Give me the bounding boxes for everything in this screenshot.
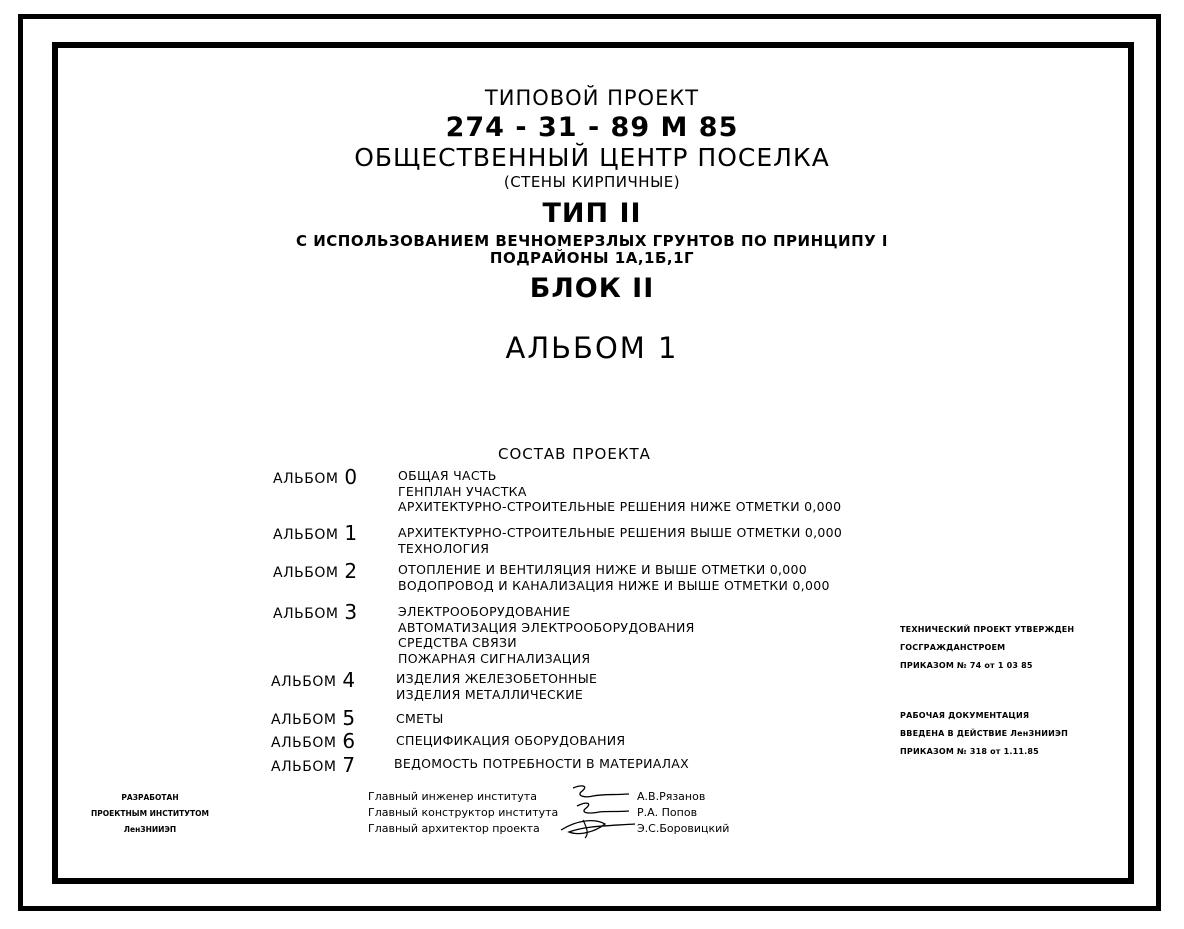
album-number: 2 (344, 559, 358, 583)
album-items (398, 604, 695, 666)
list-item: ПОЖАРНАЯ СИГНАЛИЗАЦИЯ (398, 650, 591, 666)
album-number: 3 (344, 600, 358, 624)
walls-note: (СТЕНЫ КИРПИЧНЫЕ) (503, 173, 681, 191)
list-item: АВТОМАТИЗАЦИЯ ЭЛЕКТРООБОРУДОВАНИЯ (398, 619, 695, 635)
list-item: СРЕДСТВА СВЯЗИ (398, 635, 517, 650)
project-name: ОБЩЕСТВЕННЫЙ ЦЕНТР ПОСЕЛКА (354, 143, 830, 172)
technical-approval: ТЕХНИЧЕСКИЙ ПРОЕКТ УТВЕРЖДЕН ГОСГРАЖДАНСТРОЕМ ПРИКАЗОМ № 74 от 1 03 85 (900, 625, 1075, 670)
type-label: ТИП II (542, 198, 642, 229)
composition-title: СОСТАВ ПРОЕКТА (498, 445, 651, 463)
album-items (396, 671, 597, 702)
list-item: ГЕНПЛАН УЧАСТКА (398, 483, 527, 499)
album-number: 4 (342, 668, 356, 692)
list-item: ОТОПЛЕНИЕ И ВЕНТИЛЯЦИЯ НИЖЕ И ВЫШЕ ОТМЕТКИ 0,000 (398, 562, 808, 577)
list-item: ИЗДЕЛИЯ ЖЕЛЕЗОБЕТОННЫЕ (396, 671, 598, 686)
list-item: ВЕДОМОСТЬ ПОТРЕБНОСТИ В МАТЕРИАЛАХ (394, 756, 689, 771)
album-label: АЛЬБОМ 6 (271, 729, 356, 753)
album-items (396, 711, 444, 727)
type-project-label: ТИПОВОЙ ПРОЕКТ (484, 86, 700, 110)
album-label: АЛЬБОМ 4 (271, 668, 356, 692)
working-approval: РАБОЧАЯ ДОКУМЕНТАЦИЯ ВВЕДЕНА В ДЕЙСТВИЕ ЛенЗНИИЭП ПРИКАЗОМ № 318 от 1.11.85 (900, 711, 1068, 756)
list-item: АРХИТЕКТУРНО-СТРОИТЕЛЬНЫЕ РЕШЕНИЯ ВЫШЕ ОТМЕТКИ 0,000 (398, 525, 843, 540)
signature-names: А.В.Рязанов Р.А. Попов Э.С.Боровицкий (637, 790, 730, 835)
developer-note: РАЗРАБОТАН ПРОЕКТНЫМ ИНСТИТУТОМ ЛенЗНИИЭП (91, 793, 209, 834)
album-number: 5 (342, 706, 356, 730)
album-label: АЛЬБОМ 1 (273, 521, 358, 545)
album-number: 1 (344, 521, 358, 545)
handwritten-signatures (555, 782, 645, 842)
album-items (398, 562, 830, 593)
album-label: АЛЬБОМ 3 (273, 600, 358, 624)
list-item: ВОДОПРОВОД И КАНАЛИЗАЦИЯ НИЖЕ И ВЫШЕ ОТМЕТКИ 0,000 (398, 577, 830, 593)
list-item: ОБЩАЯ ЧАСТЬ (398, 468, 497, 483)
album-number: 6 (342, 729, 356, 753)
list-item: ТЕХНОЛОГИЯ (398, 540, 490, 556)
list-item: СПЕЦИФИКАЦИЯ ОБОРУДОВАНИЯ (396, 733, 626, 748)
list-item: АРХИТЕКТУРНО-СТРОИТЕЛЬНЫЕ РЕШЕНИЯ НИЖЕ ОТМЕТКИ 0,000 (398, 499, 842, 514)
album-title: АЛЬБОМ 1 (505, 331, 679, 365)
album-items (398, 468, 841, 515)
block-label: БЛОК II (529, 273, 655, 304)
album-number: 7 (342, 753, 356, 777)
album-number: 0 (344, 465, 358, 489)
signature-roles: Главный инженер института Главный конструктор института Главный архитектор проекта (368, 790, 559, 835)
album-label: АЛЬБОМ 5 (271, 706, 356, 730)
album-label: АЛЬБОМ 0 (273, 465, 358, 489)
album-items (396, 733, 625, 749)
project-code: 274 - 31 - 89 М 85 (445, 112, 739, 143)
regions-note: ПОДРАЙОНЫ 1А,1Б,1Г (489, 249, 695, 267)
album-items (394, 756, 689, 772)
list-item: ИЗДЕЛИЯ МЕТАЛЛИЧЕСКИЕ (396, 686, 584, 702)
album-label: АЛЬБОМ 2 (273, 559, 358, 583)
soil-note: С ИСПОЛЬЗОВАНИЕМ ВЕЧНОМЕРЗЛЫХ ГРУНТОВ ПО ПРИНЦИПУ I (295, 232, 889, 250)
list-item: СМЕТЫ (396, 711, 444, 726)
album-items (398, 525, 842, 556)
album-label: АЛЬБОМ 7 (271, 753, 356, 777)
list-item: ЭЛЕКТРООБОРУДОВАНИЕ (398, 604, 571, 619)
